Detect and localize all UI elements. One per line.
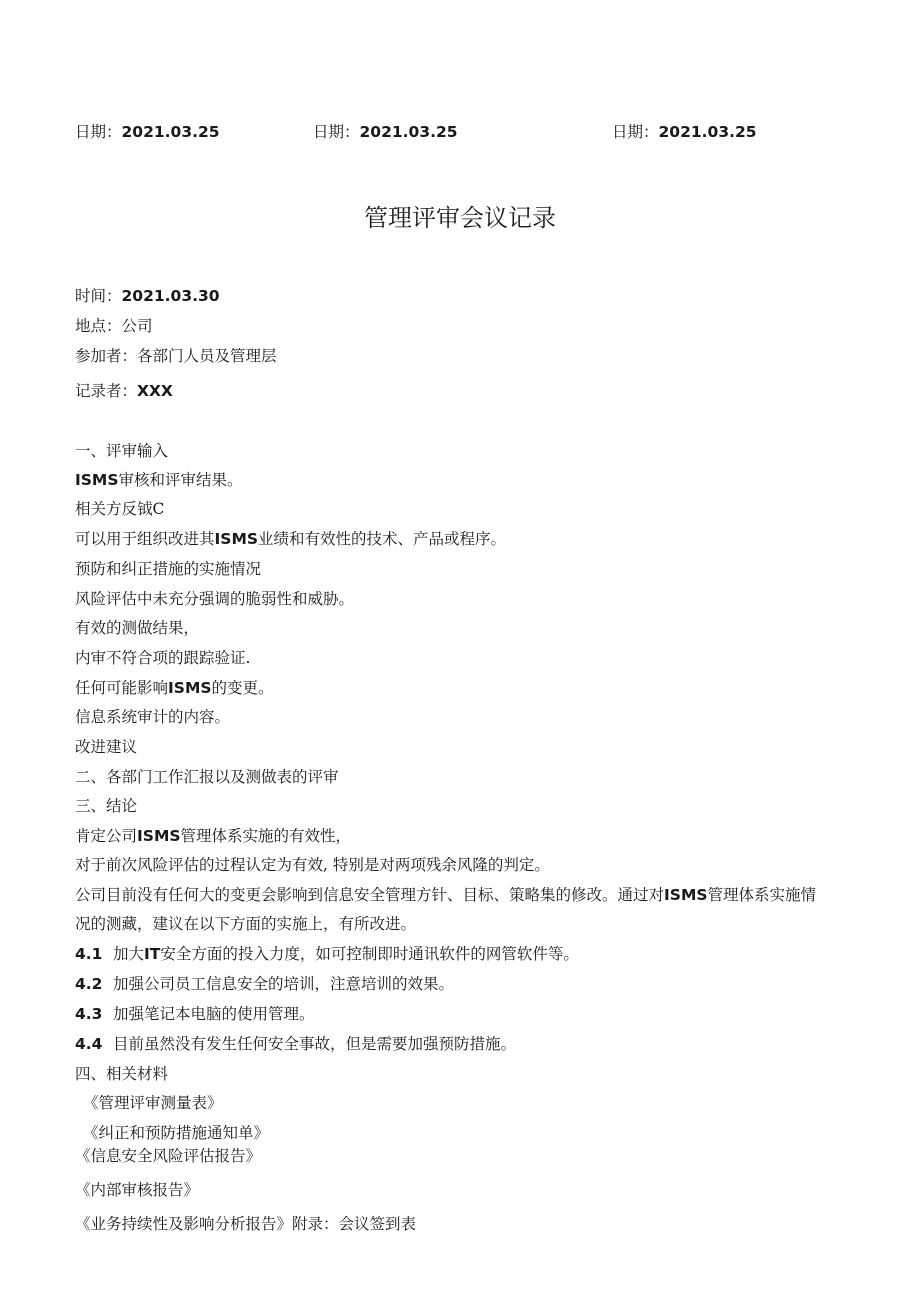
list-item: 相关方反钺C — [75, 500, 165, 518]
item-text: 业绩和有效性的技术、产品或程序。 — [258, 530, 507, 548]
list-item: 预防和纠正措施的实施情况 — [75, 560, 262, 578]
item-text: 加大 — [113, 945, 145, 963]
point-number: 4.4 — [75, 1035, 103, 1053]
item-text: 审核和评审结果。 — [118, 471, 243, 489]
list-item — [75, 470, 243, 490]
item-text: 管理体系实施情 — [707, 886, 817, 904]
isms-term: ISMS — [664, 886, 708, 904]
list-item: 内审不符合项的跟踪验证. — [75, 649, 251, 667]
improvement-point — [75, 1034, 516, 1054]
item-text: 可以用于组织改进其 — [75, 530, 215, 548]
it-term: IT — [144, 945, 161, 963]
list-item: 改进建议 — [75, 738, 138, 756]
point-number: 4.1 — [75, 945, 103, 963]
recorder-value: XXX — [137, 382, 173, 400]
date-value: 2021.03.25 — [121, 123, 220, 141]
recorder-label: 记录者： — [75, 382, 138, 400]
material-item: 《业务持续性及影响分析报告》附录：会议签到表 — [75, 1215, 417, 1233]
date-label: 日期： — [313, 123, 360, 141]
meeting-location: 地点：公司 — [75, 317, 153, 335]
conclusion-line: 况的测藏，建议在以下方面的实施上，有所改进。 — [75, 915, 417, 933]
page-title: 管理评审会议记录 — [364, 204, 556, 232]
section-heading-3: 三、结论 — [75, 797, 138, 815]
conclusion-line — [75, 885, 816, 905]
isms-term: ISMS — [75, 471, 119, 489]
material-item: 《管理评审测量表》 — [83, 1094, 223, 1112]
item-text: 任何可能影响 — [75, 679, 169, 697]
section-heading-2: 二、各部门工作汇报以及测做表的评审 — [75, 768, 339, 786]
conclusion-line: 对于前次风险评估的过程认定为有效, 特别是对两项残余风隆的判定。 — [75, 856, 550, 874]
item-text: 加强笔记本电脑的使用管理。 — [113, 1005, 315, 1023]
date-label: 日期： — [75, 123, 122, 141]
item-text: 的变更。 — [211, 679, 274, 697]
item-text: 管理体系实施的有效性， — [180, 827, 352, 845]
header-date-2 — [313, 120, 458, 142]
list-item — [75, 529, 506, 549]
list-item: 风险评估中未充分强调的脆弱性和威胁。 — [75, 590, 355, 608]
item-text: 目前虽然没有发生任何安全事故，但是需要加强预防措施。 — [113, 1035, 517, 1053]
isms-term: ISMS — [214, 530, 259, 548]
isms-term: ISMS — [137, 827, 181, 845]
list-item — [75, 678, 274, 698]
date-value: 2021.03.25 — [658, 123, 757, 141]
material-item: 《信息安全风险评估报告》 — [75, 1147, 262, 1165]
material-item: 《纠正和预防措施通知单》 — [83, 1124, 270, 1142]
conclusion-line — [75, 826, 351, 846]
point-number: 4.2 — [75, 975, 103, 993]
material-item: 《内部审核报告》 — [75, 1181, 200, 1199]
isms-term: ISMS — [168, 679, 212, 697]
item-text: 肯定公司 — [75, 827, 138, 845]
meeting-recorder — [75, 381, 173, 401]
header-date-1 — [75, 120, 220, 142]
section-heading-4: 四、相关材料 — [75, 1065, 169, 1083]
item-text: 安全方面的投入力度，如可控制即时通讯软件的网管软件等。 — [160, 945, 579, 963]
improvement-point — [75, 974, 454, 994]
header-date-3 — [612, 120, 757, 142]
list-item: 有效的测做结果， — [75, 619, 200, 637]
item-text: 加强公司员工信息安全的培训，注意培训的效果。 — [113, 975, 455, 993]
date-label: 日期： — [612, 123, 659, 141]
point-number: 4.3 — [75, 1005, 103, 1023]
improvement-point — [75, 944, 579, 964]
improvement-point — [75, 1004, 315, 1024]
meeting-time — [75, 286, 220, 306]
time-value: 2021.03.30 — [121, 287, 220, 305]
meeting-participants: 参加者：各部门人员及管理层 — [75, 347, 277, 365]
section-heading-1: 一、评审输入 — [75, 442, 169, 460]
time-label: 时间： — [75, 287, 122, 305]
list-item: 信息系统审计的内容。 — [75, 708, 231, 726]
date-value: 2021.03.25 — [359, 123, 458, 141]
item-text: 公司目前没有任何大的变更会影响到信息安全管理方针、目标、策略集的修改。通过对 — [75, 886, 665, 904]
